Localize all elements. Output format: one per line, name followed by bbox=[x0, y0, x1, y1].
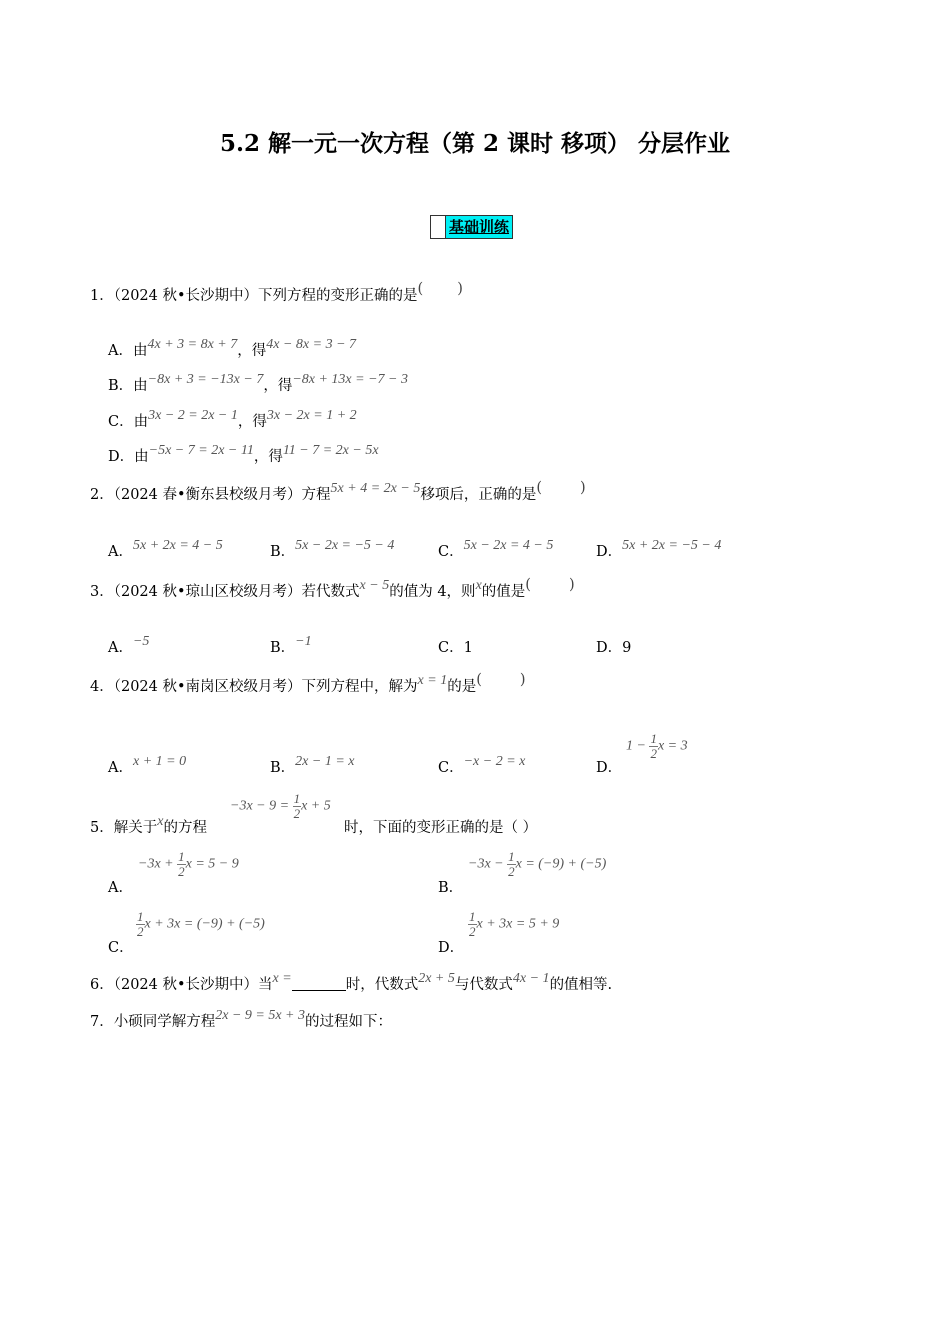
question-5-option-b-label[interactable]: B． bbox=[438, 880, 464, 896]
fraction: $\frac{1}{2}$ bbox=[178, 849, 185, 879]
question-5-option-d-label[interactable]: D． bbox=[438, 940, 465, 956]
question-1-stem: 1．（2024 秋•长沙期中）下列方程的变形正确的是( ) bbox=[90, 281, 463, 304]
fraction: $\frac{1}{2}$ bbox=[650, 731, 657, 761]
question-6: 6．（2024 秋•长沙期中）当x = 时，代数式2x + 5与代数式4x − 1的值相等. bbox=[90, 971, 613, 993]
section-header bbox=[430, 215, 513, 239]
answer-blank[interactable] bbox=[292, 976, 346, 991]
question-3-option-d[interactable]: D．9 bbox=[596, 640, 632, 656]
question-2-option-b[interactable]: B．5x − 2x = −5 − 4 bbox=[270, 538, 395, 560]
fraction: $\frac{1}{2}$ bbox=[293, 791, 301, 821]
question-2-stem: 2．（2024 春•衡东县校级月考）方程5x + 4 = 2x − 5移项后，正确的是( ) bbox=[90, 480, 586, 503]
question-2-option-a[interactable]: A．5x + 2x = 4 − 5 bbox=[108, 538, 223, 560]
section-label: 基础训练 bbox=[446, 216, 512, 238]
question-5-option-c-label[interactable]: C． bbox=[108, 940, 134, 956]
question-5-stem-end: 时，下面的变形正确的是（ ） bbox=[344, 820, 538, 836]
fraction: $\frac{1}{2}$ bbox=[469, 909, 476, 939]
question-1-option-b[interactable]: B．由−8x + 3 = −13x − 7，得−8x + 13x = −7 − 3 bbox=[108, 372, 408, 394]
question-5-option-c-math: $\frac{1}{2}$ x + 3x = (−9) + (−5) bbox=[137, 909, 265, 939]
question-4-option-b[interactable]: B．2x − 1 = x bbox=[270, 754, 355, 776]
question-4-option-c[interactable]: C．−x − 2 = x bbox=[438, 754, 526, 776]
question-4-option-d-label[interactable]: D． bbox=[596, 760, 623, 776]
question-7: 7．小硕同学解方程2x − 9 = 5x + 3的过程如下： bbox=[90, 1008, 393, 1030]
question-5-stem-start: 5．解关于x的方程 bbox=[90, 814, 207, 836]
question-4-option-d-math: 1 − $\frac{1}{2}$ x = 3 bbox=[626, 731, 688, 761]
question-3-option-c[interactable]: C．1 bbox=[438, 640, 473, 656]
question-5-option-a-label[interactable]: A． bbox=[108, 880, 133, 896]
fraction: $\frac{1}{2}$ bbox=[508, 849, 515, 879]
question-5-option-d-math: $\frac{1}{2}$ x + 3x = 5 + 9 bbox=[469, 909, 560, 939]
question-4-option-a[interactable]: A．x + 1 = 0 bbox=[108, 754, 187, 776]
question-1-option-d[interactable]: D．由−5x − 7 = 2x − 11，得11 − 7 = 2x − 5x bbox=[108, 443, 379, 465]
question-3-stem: 3．（2024 秋•琼山区校级月考）若代数式x − 5的值为 4，则x的值是( ) bbox=[90, 577, 575, 600]
question-2-option-d[interactable]: D．5x + 2x = −5 − 4 bbox=[596, 538, 722, 560]
question-5-equation: −3x − 9 = $\frac{1}{2}$ x + 5 bbox=[230, 791, 331, 821]
page-title: 5.2 解一元一次方程（第 2 课时 移项） 分层作业 bbox=[219, 130, 731, 157]
fraction: $\frac{1}{2}$ bbox=[137, 909, 144, 939]
question-5-option-b-math: −3x − $\frac{1}{2}$ x = (−9) + (−5) bbox=[468, 849, 607, 879]
question-1-option-a[interactable]: A．由4x + 3 = 8x + 7，得4x − 8x = 3 − 7 bbox=[108, 337, 357, 359]
question-1-option-c[interactable]: C．由3x − 2 = 2x − 1，得3x − 2x = 1 + 2 bbox=[108, 408, 357, 430]
question-3-option-a[interactable]: A．−5 bbox=[108, 634, 150, 656]
question-5-option-a-math: −3x + $\frac{1}{2}$ x = 5 − 9 bbox=[138, 849, 239, 879]
section-marker bbox=[431, 216, 446, 238]
question-2-option-c[interactable]: C．5x − 2x = 4 − 5 bbox=[438, 538, 554, 560]
question-4-stem: 4．（2024 秋•南岗区校级月考）下列方程中，解为x = 1的是( ) bbox=[90, 672, 526, 695]
question-3-option-b[interactable]: B．−1 bbox=[270, 634, 312, 656]
